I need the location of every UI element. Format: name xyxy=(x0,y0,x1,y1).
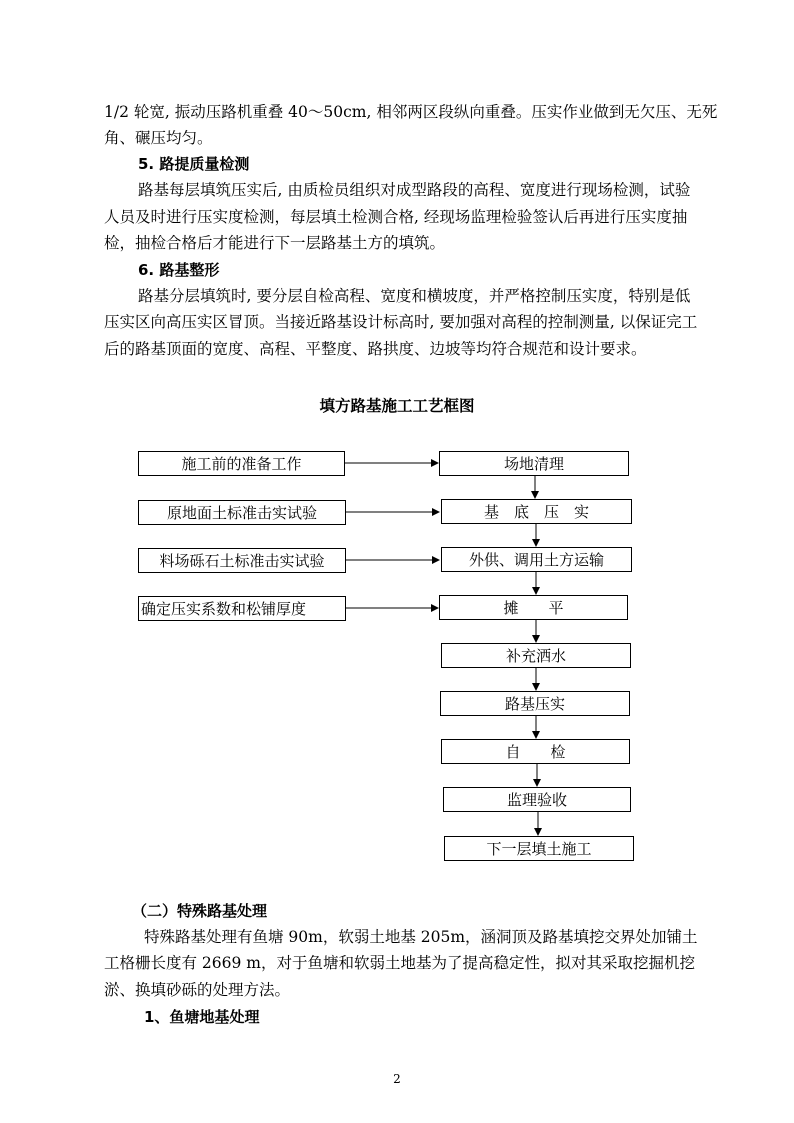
step-earth-transport: 外供、调用土方运输 xyxy=(441,547,632,572)
left-box-preparation: 施工前的准备工作 xyxy=(138,451,345,476)
left-box-ground-compaction-test: 原地面土标准击实试验 xyxy=(138,500,346,525)
para3-line2: 压实区向高压实区冒顶。当接近路基设计标高时, 要加强对高程的控制测量, 以保证完工 xyxy=(104,313,698,331)
step-base-compaction: 基 底 压 实 xyxy=(441,499,632,524)
step-supervision-acceptance: 监理验收 xyxy=(443,787,631,812)
section2-heading: （二）特殊路基处理 xyxy=(132,902,268,920)
para3-line1: 路基分层填筑时, 要分层自检高程、宽度和横坡度，并严格控制压实度，特别是低 xyxy=(138,287,691,305)
para3-line3: 后的路基顶面的宽度、高程、平整度、路拱度、边坡等均符合规范和设计要求。 xyxy=(104,340,647,358)
step-spreading: 摊 平 xyxy=(439,595,628,620)
para2-line3: 检，抽检合格后才能进行下一层路基土方的填筑。 xyxy=(104,234,446,252)
section2-line2: 工格栅长度有 2669 m，对于鱼塘和软弱土地基为了提高稳定性，拟对其采取挖掘机挖 xyxy=(104,954,696,972)
page-number: 2 xyxy=(393,1072,401,1086)
step-site-clearing: 场地清理 xyxy=(439,451,629,476)
step-self-inspection: 自 检 xyxy=(441,739,630,764)
para2-line2: 人员及时进行压实度检测，每层填土检测合格, 经现场监理检验签认后再进行压实度抽 xyxy=(104,208,688,226)
para1-line1: 1/2 轮宽, 振动压路机重叠 40～50cm, 相邻两区段纵向重叠。压实作业做到无欠压、无死 xyxy=(104,103,718,121)
left-box-gravel-compaction-test: 料场砾石土标准击实试验 xyxy=(138,548,346,573)
left-box-compaction-factor: 确定压实系数和松铺厚度 xyxy=(138,596,346,621)
para1-line2: 角、碾压均匀。 xyxy=(104,129,213,147)
step-subgrade-compaction: 路基压实 xyxy=(440,691,630,716)
section2-line1: 特殊路基处理有鱼塘 90m，软弱土地基 205m，涵洞顶及路基填挖交界处加铺土 xyxy=(144,928,698,946)
step-watering: 补充洒水 xyxy=(441,643,631,668)
para2-line1: 路基每层填筑压实后, 由质检员组织对成型路段的高程、宽度进行现场检测，试验 xyxy=(138,181,691,199)
heading-5: 5. 路提质量检测 xyxy=(138,155,250,173)
heading-6: 6. 路基整形 xyxy=(138,261,220,279)
flowchart-title: 填方路基施工工艺框图 xyxy=(319,397,475,415)
subsection-1-heading: 1、鱼塘地基处理 xyxy=(144,1008,260,1026)
section2-line3: 淤、换填砂砾的处理方法。 xyxy=(104,981,291,999)
step-next-layer: 下一层填土施工 xyxy=(444,836,634,861)
